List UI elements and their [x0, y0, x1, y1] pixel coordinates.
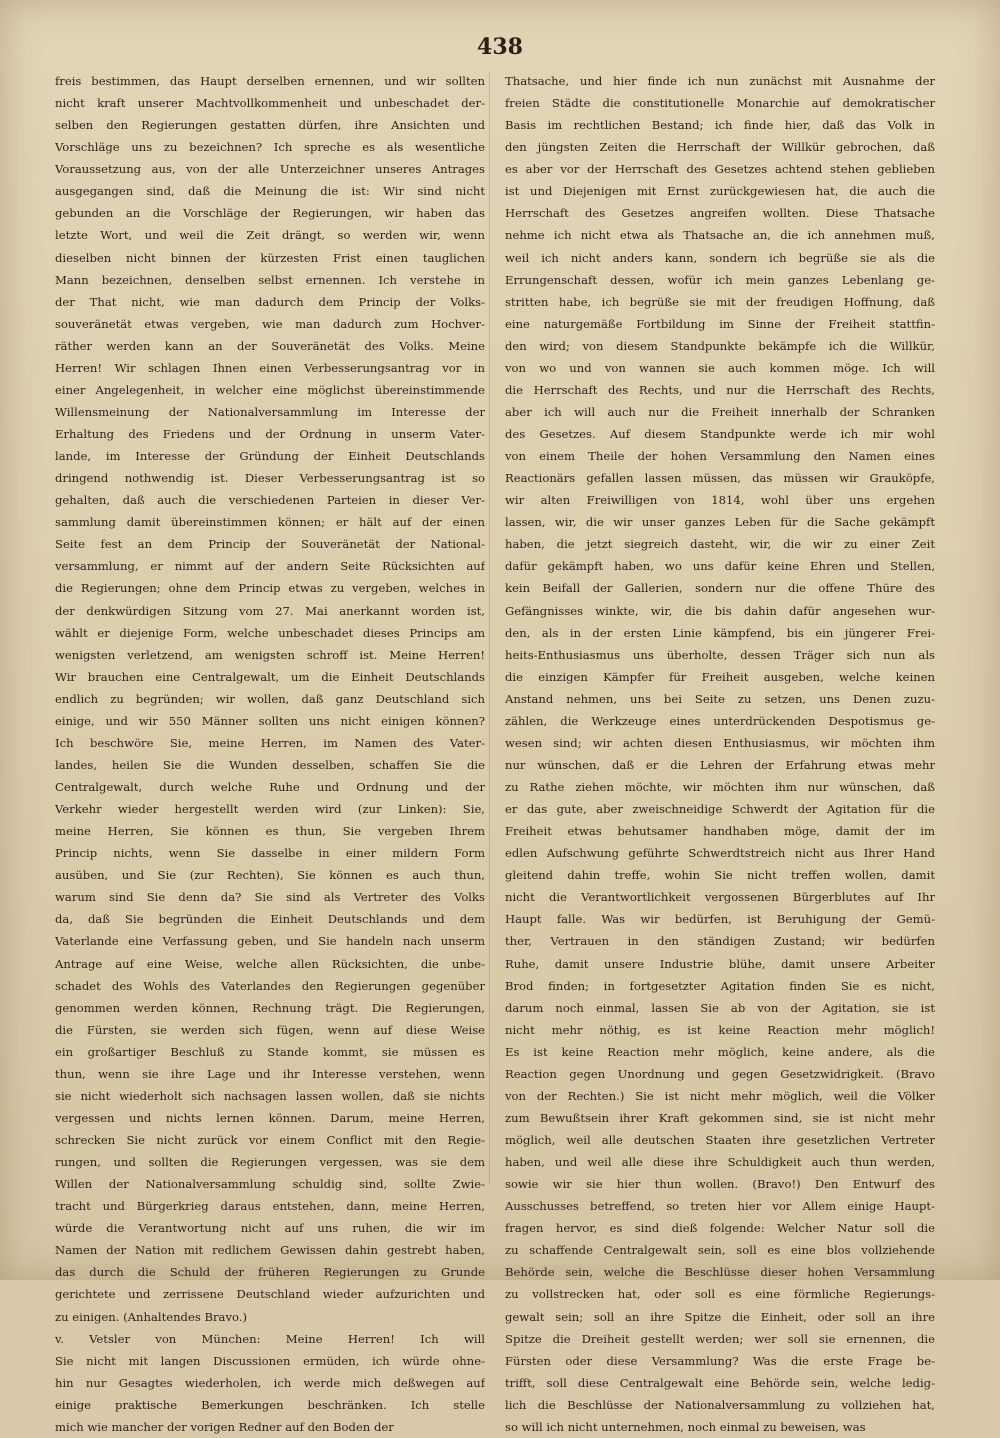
text-line: Willensmeinung der Nationalversammlung im Interesse der [55, 404, 485, 419]
text-line: Gefängnisses winkte, wir, die bis dahin dafür angesehen wur- [505, 603, 935, 618]
text-line: Brod finden; in fortgesetzter Agitation finden Sie es nicht, [505, 978, 935, 993]
text-line: stritten habe, ich begrüße sie mit der freudigen Hoffnung, daß [505, 294, 935, 309]
text-line: wählt er diejenige Form, welche unbeschadet dieses Princips am [55, 625, 485, 640]
text-line: kein Beifall der Gallerien, sondern nur die offene Thüre des [505, 581, 935, 596]
text-line: räther werden kann an der Souveränetät des Volks. Meine [55, 338, 485, 353]
text-line: die Herrschaft des Rechts, und nur die Herrschaft des Rechts, [505, 382, 935, 397]
text-line: letzte Wort, und weil die Zeit drängt, so werden wir, wenn [55, 228, 485, 243]
text-line: thun, wenn sie ihre Lage und ihr Interesse verstehen, wenn [55, 1066, 485, 1081]
text-line: nehme ich nicht etwa als Thatsache an, die ich annehmen muß, [505, 228, 935, 243]
text-line: haben, die jetzt siegreich dasteht, wir, die wir zu einer Zeit [505, 537, 935, 552]
text-line: zu schaffende Centralgewalt sein, soll es eine blos vollziehende [505, 1243, 935, 1258]
text-line: Seite fest an dem Princip der Souveränetät der National- [55, 537, 485, 552]
text-line: Wir brauchen eine Centralgewalt, um die Einheit Deutschlands [55, 669, 485, 684]
text-line: endlich zu begründen; wir wollen, daß ganz Deutschland sich [55, 691, 485, 706]
text-line: Reactionärs gefallen lassen müssen, das müssen wir Grauköpfe, [505, 471, 935, 486]
text-line: tracht und Bürgerkrieg daraus entstehen, dann, meine Herren, [55, 1199, 485, 1214]
text-line: Reaction gegen Unordnung und gegen Gesetzwidrigkeit. (Bravo [505, 1066, 935, 1081]
text-line: gehalten, daß auch die verschiedenen Parteien in dieser Ver- [55, 493, 485, 508]
text-line: Herren! Wir schlagen Ihnen einen Verbesserungsantrag vor in [55, 360, 485, 375]
text-line: Namen der Nation mit redlichem Gewissen dahin gestrebt haben, [55, 1243, 485, 1258]
text-line: zählen, die Werkzeuge eines unterdrückenden Despotismus ge- [505, 713, 935, 728]
text-line: wesen sind; wir achten diesen Enthusiasmus, wir möchten ihm [505, 735, 935, 750]
text-line: der denkwürdigen Sitzung vom 27. Mai anerkannt worden ist, [55, 603, 485, 618]
text-line: Fürsten oder diese Versammlung? Was die erste Frage be- [505, 1353, 935, 1368]
text-line: den, als in der ersten Linie kämpfend, bis ein jüngerer Frei- [505, 625, 935, 640]
text-line: wir alten Freiwilligen von 1814, wohl über uns ergehen [505, 493, 935, 508]
text-line: den wird; von diesem Standpunkte bekämpfe ich die Willkür, [505, 338, 935, 353]
text-line: gerichtete und zerrissene Deutschland wieder aufzurichten und [55, 1287, 485, 1302]
text-line: den jüngsten Zeiten die Herrschaft der Willkür gebrochen, daß [505, 140, 935, 155]
text-line: das durch die Schuld der früheren Regierungen zu Grunde [55, 1265, 485, 1280]
text-line: lande, im Interesse der Gründung der Einheit Deutschlands [55, 449, 485, 464]
text-line: Ausschusses betreffend, so treten hier vor Allem einige Haupt- [505, 1199, 935, 1214]
text-line: darum noch einmal, lassen Sie ab von der Agitation, sie ist [505, 1000, 935, 1015]
text-line: dafür gekämpft haben, wo uns dafür keine Ehren und Stellen, [505, 559, 935, 574]
text-line: Vorschläge uns zu bezeichnen? Ich spreche es als wesentliche [55, 140, 485, 155]
text-line: von der Rechten.) Sie ist nicht mehr möglich, weil die Völker [505, 1088, 935, 1103]
text-line: so will ich nicht unternehmen, noch einmal zu beweisen, was [505, 1419, 866, 1434]
column-divider [489, 72, 490, 1184]
text-line: einige praktische Bemerkungen beschränken. Ich stelle [55, 1397, 485, 1412]
text-line: selben den Regierungen gestatten dürfen, ihre Ansichten und [55, 118, 485, 133]
text-line: wenigsten verletzend, am wenigsten schroff ist. Meine Herren! [55, 647, 485, 662]
text-line: Vaterlande eine Verfassung geben, und Sie handeln nach unserm [55, 934, 485, 949]
text-line: schadet des Wohls des Vaterlandes den Regierungen gegenüber [55, 978, 485, 993]
text-line: Behörde sein, welche die Beschlüsse dieser hohen Versammlung [505, 1265, 935, 1280]
text-line: fragen hervor, es sind dieß folgende: Welcher Natur soll die [505, 1221, 935, 1236]
text-line: dieselben nicht binnen der kürzesten Frist einen tauglichen [55, 250, 485, 265]
text-line: genommen werden können, Rechnung trägt. Die Regierungen, [55, 1000, 485, 1015]
text-line: Spitze die Dreiheit gestellt werden; wer soll sie ernennen, die [505, 1331, 935, 1346]
text-line: lich die Beschlüsse der Nationalversammlung zu vollziehen hat, [505, 1397, 935, 1412]
text-line: Centralgewalt, durch welche Ruhe und Ordnung und der [55, 780, 485, 794]
text-line: vergessen und nichts lernen können. Darum, meine Herren, [55, 1110, 485, 1125]
text-line: Antrage auf eine Weise, welche allen Rücksichten, die unbe- [55, 956, 485, 971]
text-line: gewalt sein; soll an ihre Spitze die Einheit, oder soll an ihre [505, 1309, 935, 1324]
text-line: da, daß Sie begründen die Einheit Deutschlands und dem [55, 912, 485, 927]
text-line: trifft, soll diese Centralgewalt eine Behörde sein, welche ledig- [505, 1375, 935, 1390]
text-line: lassen, wir, die wir unser ganzes Leben für die Sache gekämpft [505, 515, 935, 530]
text-line: Ruhe, damit unsere Industrie blühe, damit unsere Arbeiter [505, 956, 935, 971]
text-line: freis bestimmen, das Haupt derselben ernennen, und wir sollten [55, 74, 485, 88]
page-number: 438 [477, 34, 523, 60]
text-line: sie nicht wiederholt sich nachsagen lassen wollen, daß sie nichts [55, 1088, 485, 1103]
text-line: Mann bezeichnen, denselben selbst ernennen. Ich verstehe in [55, 272, 485, 287]
text-line: Voraussetzung aus, von der alle Unterzeichner unseres Antrages [55, 162, 485, 177]
text-line: schrecken Sie nicht zurück vor einem Conflict mit den Regie- [55, 1133, 485, 1147]
text-line: einige, und wir 550 Männer sollten uns nicht einigen können? [55, 713, 485, 728]
text-line: Errungenschaft dessen, wofür ich mein ganzes Lebenlang ge- [505, 272, 935, 287]
text-line: zu Rathe ziehen möchte, wir möchten ihm nur wünschen, daß [505, 780, 935, 794]
text-line: eine naturgemäße Fortbildung im Sinne der Freiheit stattfin- [505, 316, 935, 331]
text-line: versammlung, er nimmt auf der andern Seite Rücksichten auf [55, 559, 485, 574]
text-line: weil ich nicht anders kann, sondern ich begrüße sie als die [505, 250, 935, 265]
text-line: gebunden an die Vorschläge der Regierungen, wir haben das [55, 206, 485, 221]
text-line: Thatsache, und hier finde ich nun zunächst mit Ausnahme der [505, 74, 935, 88]
text-line: möglich, weil alle deutschen Staaten ihre gesetzlichen Vertreter [505, 1133, 935, 1147]
text-line: souveränetät etwas vergeben, wie man dadurch zum Hochver- [55, 316, 485, 331]
text-line: er das gute, aber zweischneidige Schwerdt der Agitation für die [505, 802, 935, 817]
right-text-column [505, 70, 935, 1438]
text-line: ausgegangen sind, daß die Meinung die ist: Wir sind nicht [55, 184, 485, 199]
text-line: heits-Enthusiasmus uns überholte, dessen Träger sich nun als [505, 647, 935, 662]
text-line: meine Herren, Sie können es thun, Sie vergeben Ihrem [55, 824, 485, 839]
text-line: der That nicht, wie man dadurch dem Princip der Volks- [55, 294, 485, 309]
text-line: freien Städte die constitutionelle Monarchie auf demokratischer [505, 96, 935, 111]
text-line: v. Vetsler von München: Meine Herren! Ich will [55, 1331, 485, 1346]
text-line: ther, Vertrauen in den ständigen Zustand; wir bedürfen [505, 934, 935, 949]
text-line: Verkehr wieder hergestellt werden wird (zur Linken): Sie, [55, 802, 485, 817]
text-line: nicht kraft unserer Machtvollkommenheit und unbeschadet der- [55, 96, 485, 111]
text-line: haben, und weil alle diese ihre Schuldigkeit auch thun werden, [505, 1155, 935, 1170]
text-line: es aber vor der Herrschaft des Gesetzes achtend stehen geblieben [505, 162, 935, 177]
text-line: die Fürsten, sie werden sich fügen, wenn auf diese Weise [55, 1022, 485, 1037]
text-line: nicht die Verantwortlichkeit vergossenen Bürgerblutes auf Ihr [505, 890, 935, 905]
text-line: landes, heilen Sie die Wunden desselben, schaffen Sie die [55, 757, 485, 772]
text-line: die einzigen Kämpfer für Freiheit ausgeben, welche keinen [505, 669, 935, 684]
text-line: Herrschaft des Gesetzes angreifen wollten. Diese Thatsache [505, 206, 935, 221]
text-line: die Regierungen; ohne dem Princip etwas zu vergeben, welches in [55, 581, 485, 596]
text-line: von einem Theile der hohen Versammlung den Namen eines [505, 449, 935, 464]
text-line: gleitend dahin treffe, wohin Sie nicht treffen wollen, damit [505, 868, 935, 883]
text-line: würde die Verantwortung nicht auf uns ruhen, die wir im [55, 1221, 485, 1236]
text-line: dringend nothwendig ist. Dieser Verbesserungsantrag ist so [55, 471, 485, 486]
text-line: zu vollstrecken hat, oder soll es eine förmliche Regierungs- [505, 1287, 935, 1302]
text-line: Freiheit etwas behutsamer handhaben möge, damit der im [505, 824, 935, 839]
text-line: des Gesetzes. Auf diesem Standpunkte werde ich mir wohl [505, 427, 935, 441]
text-line: Sie nicht mit langen Discussionen ermüden, ich würde ohne- [55, 1353, 485, 1368]
text-line: ausüben, und Sie (zur Rechten), Sie können es auch thun, [55, 868, 485, 883]
text-line: sowie wir sie hier thun wollen. (Bravo!) Den Entwurf des [505, 1177, 935, 1192]
text-line: Haupt falle. Was wir bedürfen, ist Beruhigung der Gemü- [505, 912, 935, 927]
text-line: zu einigen. (Anhaltendes Bravo.) [55, 1309, 247, 1324]
text-line: Basis im rechtlichen Bestand; ich finde hier, daß das Volk in [505, 118, 935, 133]
text-line: Ich beschwöre Sie, meine Herren, im Namen des Vater- [55, 735, 485, 750]
text-line: nur wünschen, daß er die Lehren der Erfahrung etwas mehr [505, 757, 935, 772]
text-line: Willen der Nationalversammlung schuldig sind, sollte Zwie- [55, 1177, 485, 1192]
text-line: von wo und von wannen sie auch kommen möge. Ich will [505, 360, 935, 375]
text-line: mich wie mancher der vorigen Redner auf den Boden der [55, 1419, 394, 1434]
text-line: Erhaltung des Friedens und der Ordnung in unserm Vater- [55, 427, 485, 441]
text-line: rungen, und sollten die Regierungen vergessen, was sie dem [55, 1155, 485, 1170]
left-text-column [55, 70, 485, 1438]
text-line: sammlung damit übereinstimmen können; er hält auf der einen [55, 515, 485, 530]
text-line: ein großartiger Beschluß zu Stande kommt, sie müssen es [55, 1044, 485, 1059]
text-line: ist und Diejenigen mit Ernst zurückgewiesen hat, die auch die [505, 184, 935, 199]
text-line: Anstand nehmen, uns bei Seite zu setzen, uns Denen zuzu- [505, 691, 935, 706]
text-line: warum sind Sie denn da? Sie sind als Vertreter des Volks [55, 890, 485, 905]
text-line: hin nur Gesagtes wiederholen, ich werde mich deßwegen auf [55, 1375, 485, 1390]
text-line: edlen Aufschwung geführte Schwerdtstreich nicht aus Ihrer Hand [505, 846, 935, 861]
text-line: einer Angelegenheit, in welcher eine möglichst übereinstimmende [55, 382, 485, 397]
text-line: aber ich will auch nur die Freiheit innerhalb der Schranken [505, 404, 935, 419]
text-line: zum Bewußtsein ihrer Kraft gekommen sind, sie ist nicht mehr [505, 1110, 935, 1125]
text-line: Es ist keine Reaction mehr möglich, keine andere, als die [505, 1044, 935, 1059]
text-line: Princip nichts, wenn Sie dasselbe in einer mildern Form [55, 846, 485, 861]
text-line: nicht mehr nöthig, es ist keine Reaction mehr möglich! [505, 1022, 935, 1037]
